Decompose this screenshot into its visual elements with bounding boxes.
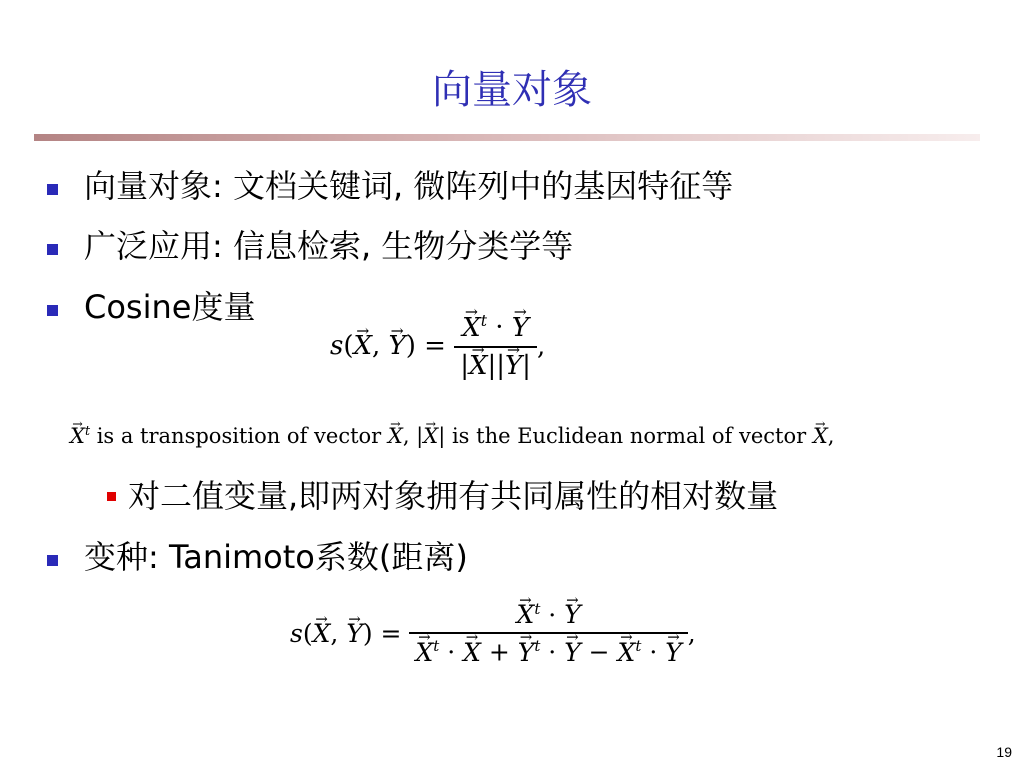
cosine-fraction: → $\frac{X^t \cdot \to Y}{|\to X||\to Y|}$ [454, 312, 537, 381]
tanimoto-formula: s(→ X, → Y) = → $X^t$ · → Y → $X^t$ · → X + → $Y^t$ · → Y − → $X^t$ · → Y , [290, 600, 696, 667]
bullet-text: 向量对象: 文档关键词, 微阵列中的基因特征等 [84, 167, 734, 205]
title-divider [34, 134, 980, 141]
bullet-marker [47, 244, 58, 255]
page-number: 19 [996, 744, 1012, 760]
bullet-text: Cosine度量 [84, 288, 256, 326]
formula-note: → $X^t$ is a transposition of vector → X, |→ X| is the Euclidean normal of vector → X, [70, 423, 834, 448]
sub-bullet-text: 对二值变量,即两对象拥有共同属性的相对数量 [128, 477, 779, 515]
sub-bullet-marker [107, 492, 116, 501]
bullet-text: 广泛应用: 信息检索, 生物分类学等 [84, 227, 574, 265]
slide-title: 向量对象 [432, 67, 592, 113]
bullet-text: 变种: Tanimoto系数(距离) [84, 538, 468, 576]
bullet-marker [47, 184, 58, 195]
bullet-marker [47, 305, 58, 316]
bullet-marker [47, 555, 58, 566]
cosine-formula: s(→ X, → Y) = → $\frac{X^t \cdot \to Y}{|\to X||\to Y|}$ , [330, 312, 545, 381]
tanimoto-fraction: → $X^t$ · → Y → $X^t$ · → X + → $Y^t$ · → Y − → $X^t$ · → Y [409, 600, 687, 667]
